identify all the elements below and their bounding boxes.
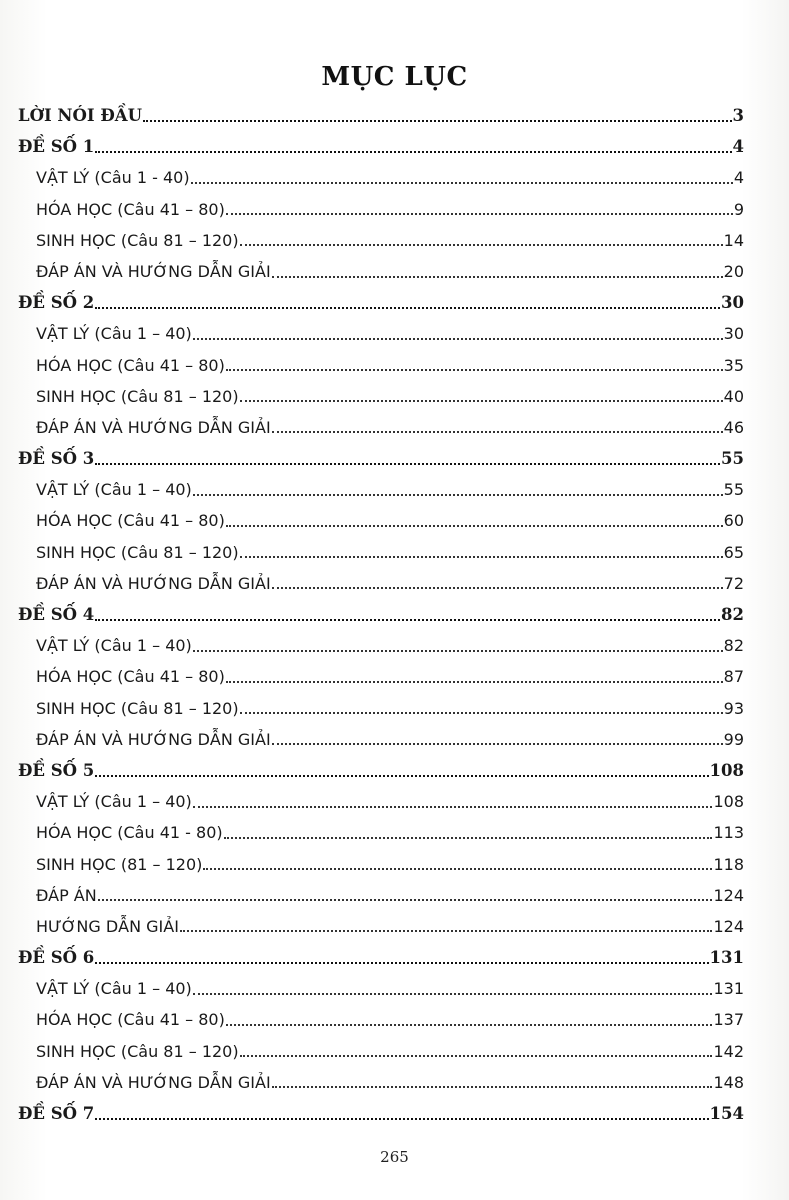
toc-entry-page: 55: [721, 449, 744, 469]
toc-entry-label: ĐÁP ÁN VÀ HƯỚNG DẪN GIẢI: [36, 573, 271, 593]
toc-entry-label: VẬT LÝ (Câu 1 – 40): [36, 636, 192, 656]
toc-entry-label: SINH HỌC (Câu 81 – 120): [36, 230, 239, 250]
toc-entry-label: ĐÁP ÁN VÀ HƯỚNG DẪN GIẢI: [36, 729, 271, 749]
toc-entry-page: 30: [721, 293, 744, 313]
toc-entry-label: HÓA HỌC (Câu 41 - 80): [36, 823, 223, 843]
toc-entry-page: 60: [723, 511, 744, 531]
toc-entry-label: HÓA HỌC (Câu 41 – 80): [36, 667, 225, 687]
page-title: MỤC LỤC: [321, 62, 468, 92]
toc-entry-label: VẬT LÝ (Câu 1 – 40): [36, 480, 192, 500]
dot-leader: [95, 139, 731, 156]
toc-entry-label: ĐỀ SỐ 3: [18, 449, 95, 469]
toc-entry-label: HƯỚNG DẪN GIẢI: [36, 916, 179, 936]
toc-entry-page: 65: [723, 542, 744, 562]
toc-entry-page: 142: [713, 1041, 744, 1061]
toc-subentry[interactable]: [18, 537, 744, 568]
toc-entry-label: HÓA HỌC (Câu 41 – 80): [36, 1010, 225, 1030]
toc-entry-label: HÓA HỌC (Câu 41 – 80): [36, 511, 225, 531]
dot-leader: [203, 856, 712, 872]
toc-entry-label: ĐÁP ÁN VÀ HƯỚNG DẪN GIẢI: [36, 417, 271, 437]
toc-subentry[interactable]: [18, 693, 744, 724]
toc-entry-label: ĐỀ SỐ 6: [18, 948, 95, 968]
toc-entry-label: ĐỀ SỐ 5: [18, 760, 95, 780]
toc-subentry[interactable]: [18, 1067, 744, 1098]
toc-section-entry[interactable]: [18, 443, 744, 474]
dot-leader: [193, 794, 713, 810]
toc-subentry[interactable]: [18, 786, 744, 817]
toc-subentry[interactable]: [18, 849, 744, 880]
toc-entry-page: 131: [713, 979, 744, 999]
toc-subentry[interactable]: [18, 1004, 744, 1035]
toc-entry-page: 30: [723, 324, 744, 344]
toc-section-entry[interactable]: [18, 942, 744, 973]
toc-entry-page: 4: [733, 168, 744, 188]
toc-entry-page: 137: [713, 1010, 744, 1030]
dot-leader: [180, 918, 713, 934]
dot-leader: [240, 544, 723, 560]
toc-entry-page: 118: [713, 854, 744, 874]
dot-leader: [272, 1074, 713, 1090]
toc-subentry[interactable]: [18, 724, 744, 755]
toc-subentry[interactable]: [18, 194, 744, 225]
toc-subentry[interactable]: [18, 318, 744, 349]
dot-leader: [98, 887, 713, 903]
dot-leader: [95, 606, 720, 623]
toc-subentry[interactable]: [18, 630, 744, 661]
toc-entry-page: 87: [723, 667, 744, 687]
dot-leader: [226, 669, 723, 685]
dot-leader: [226, 513, 723, 529]
toc-entry-label: ĐỀ SỐ 2: [18, 293, 95, 313]
dot-leader: [240, 388, 723, 404]
toc-subentry[interactable]: [18, 911, 744, 942]
toc-entry-label: SINH HỌC (Câu 81 – 120): [36, 542, 239, 562]
toc-entry-page: 108: [713, 792, 744, 812]
toc-entry-label: ĐÁP ÁN VÀ HƯỚNG DẪN GIẢI: [36, 261, 271, 281]
toc-subentry[interactable]: [18, 162, 744, 193]
toc-section-entry[interactable]: [18, 100, 744, 131]
dot-leader: [272, 731, 723, 747]
toc-entry-page: 82: [721, 605, 744, 624]
toc-entry-label: VẬT LÝ (Câu 1 – 40): [36, 324, 192, 344]
toc-subentry[interactable]: [18, 973, 744, 1004]
toc-entry-label: ĐỀ SỐ 4: [18, 605, 95, 624]
toc-entry-label: LỜI NÓI ĐẦU: [18, 106, 142, 125]
page-number: 265: [380, 1148, 409, 1166]
toc-entry-label: SINH HỌC (81 – 120): [36, 854, 203, 874]
dot-leader: [272, 264, 723, 280]
toc-subentry[interactable]: [18, 568, 744, 599]
toc-entry-label: HÓA HỌC (Câu 41 – 80): [36, 355, 225, 375]
dot-leader: [193, 981, 713, 997]
dot-leader: [95, 294, 720, 311]
toc-entry-page: 3: [732, 106, 744, 125]
dot-leader: [240, 232, 723, 248]
toc-subentry[interactable]: [18, 256, 744, 287]
toc-section-entry[interactable]: [18, 1098, 744, 1129]
toc-entry-label: VẬT LÝ (Câu 1 - 40): [36, 168, 190, 188]
toc-subentry[interactable]: [18, 225, 744, 256]
toc-entry-page: 35: [723, 355, 744, 375]
toc-entry-label: ĐỀ SỐ 1: [18, 137, 95, 157]
toc-section-entry[interactable]: [18, 755, 744, 786]
dot-leader: [272, 419, 723, 435]
dot-leader: [272, 575, 723, 591]
dot-leader: [193, 638, 723, 654]
toc-entry-page: 124: [713, 885, 744, 905]
toc-entry-page: 46: [723, 417, 744, 437]
table-of-contents: [18, 100, 744, 1129]
toc-entry-page: 148: [713, 1072, 744, 1092]
toc-entry-page: 154: [709, 1104, 744, 1123]
toc-entry-label: ĐÁP ÁN: [36, 885, 97, 905]
toc-entry-page: 113: [713, 823, 744, 843]
toc-subentry[interactable]: [18, 1036, 744, 1067]
dot-leader: [95, 949, 708, 966]
toc-section-entry[interactable]: [18, 599, 744, 630]
dot-leader: [191, 170, 733, 186]
dot-leader: [226, 357, 723, 373]
toc-subentry[interactable]: [18, 412, 744, 443]
toc-entry-page: 108: [709, 760, 744, 780]
toc-entry-label: ĐỀ SỐ 7: [18, 1104, 95, 1123]
toc-entry-label: SINH HỌC (Câu 81 – 120): [36, 1041, 239, 1061]
toc-subentry[interactable]: [18, 661, 744, 692]
toc-subentry[interactable]: [18, 817, 744, 848]
toc-entry-page: 99: [723, 729, 744, 749]
dot-leader: [240, 1043, 713, 1059]
toc-subentry[interactable]: [18, 474, 744, 505]
toc-entry-label: ĐÁP ÁN VÀ HƯỚNG DẪN GIẢI: [36, 1072, 271, 1092]
toc-entry-page: 93: [723, 698, 744, 718]
dot-leader: [240, 700, 723, 716]
dot-leader: [95, 1105, 708, 1122]
dot-leader: [224, 825, 713, 841]
toc-section-entry[interactable]: [18, 287, 744, 318]
dot-leader: [226, 1012, 713, 1028]
dot-leader: [95, 450, 720, 467]
toc-entry-page: 4: [732, 137, 744, 157]
toc-entry-label: VẬT LÝ (Câu 1 – 40): [36, 979, 192, 999]
toc-entry-label: SINH HỌC (Câu 81 – 120): [36, 386, 239, 406]
dot-leader: [226, 201, 733, 217]
toc-subentry[interactable]: [18, 381, 744, 412]
dot-leader: [193, 326, 723, 342]
toc-entry-page: 72: [723, 573, 744, 593]
dot-leader: [95, 762, 708, 779]
toc-entry-page: 55: [723, 480, 744, 500]
toc-entry-page: 20: [723, 261, 744, 281]
toc-subentry[interactable]: [18, 505, 744, 536]
toc-entry-page: 9: [733, 199, 744, 219]
toc-entry-page: 82: [723, 636, 744, 656]
dot-leader: [193, 482, 723, 498]
dot-leader: [143, 107, 732, 124]
toc-entry-page: 40: [723, 386, 744, 406]
toc-entry-label: SINH HỌC (Câu 81 – 120): [36, 698, 239, 718]
toc-subentry[interactable]: [18, 880, 744, 911]
toc-entry-page: 124: [713, 916, 744, 936]
toc-entry-label: HÓA HỌC (Câu 41 – 80): [36, 199, 225, 219]
toc-entry-label: VẬT LÝ (Câu 1 – 40): [36, 792, 192, 812]
toc-subentry[interactable]: [18, 350, 744, 381]
toc-entry-page: 14: [723, 230, 744, 250]
toc-section-entry[interactable]: [18, 131, 744, 162]
toc-entry-page: 131: [709, 948, 744, 968]
